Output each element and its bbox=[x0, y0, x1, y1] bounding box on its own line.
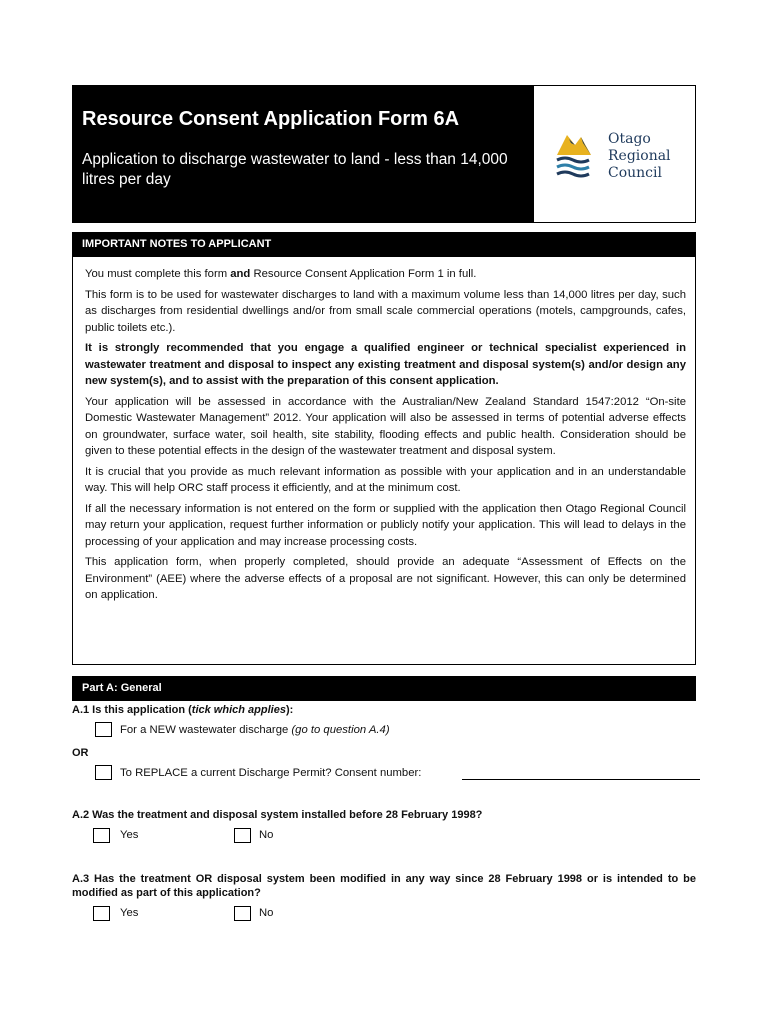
a3-yes-label: Yes bbox=[120, 907, 139, 919]
notes-heading: IMPORTANT NOTES TO APPLICANT bbox=[72, 232, 696, 257]
question-a1-end: ): bbox=[285, 704, 294, 716]
form-subtitle: Application to discharge wastewater to land - less than 14,000 litres per day bbox=[82, 151, 508, 188]
notes-paragraph-4: Your application will be assessed in accordance with the Australian/New Zealand Standard 1547:2012 “On-site Domestic Wastewater Management” 2012. Your application will also be assessed in terms of potential adverse effects on groundwater, surface water, soil health, site stability, flooding effects and public health. Consideration should be given to these potential effects in the design of the wastewater treatment and disposal system. bbox=[85, 395, 686, 457]
notes-box bbox=[72, 257, 696, 665]
a2-no-checkbox[interactable] bbox=[234, 828, 251, 843]
notes-paragraph-1 bbox=[85, 266, 686, 283]
notes-p1-end: Resource Consent Application Form 1 in full. bbox=[250, 268, 477, 280]
notes-paragraph-7: This application form, when properly completed, should provide an adequate “Assessment of Effects on the Environment” (AEE) where the adverse effects of a proposal are not significant. However, this can only be determined on application. bbox=[85, 556, 686, 601]
a1-replace-label: To REPLACE a current Discharge Permit? Consent number: bbox=[120, 767, 422, 779]
mountain-waves-icon bbox=[555, 129, 605, 179]
a2-no-label: No bbox=[259, 829, 274, 841]
a1-new-label bbox=[120, 724, 390, 736]
a1-new-text: For a NEW wastewater discharge bbox=[120, 724, 292, 736]
orc-logo bbox=[535, 86, 695, 222]
a2-yes-checkbox[interactable] bbox=[93, 828, 110, 843]
question-a1-start: A.1 Is this application ( bbox=[72, 704, 192, 716]
notes-p1-start: You must complete this form bbox=[85, 268, 231, 280]
a2-yes-label: Yes bbox=[120, 829, 139, 841]
notes-paragraph-6: If all the necessary information is not entered on the form or supplied with the application then Otago Regional Council may return your application, request further information or publicly notify your application. This will lead to delays in the processing of your application and may increase processing costs. bbox=[85, 502, 686, 548]
notes-paragraph-2: This form is to be used for wastewater discharges to land with a maximum volume less than 14,000 litres per day, such as discharges from residential dwellings and/or from small scale commercial operations (motels, campgrounds, cafes, public toilets etc.). bbox=[85, 288, 686, 334]
or-label: OR bbox=[72, 747, 89, 759]
consent-number-field[interactable] bbox=[462, 779, 700, 780]
notes-p1-bold: and bbox=[230, 268, 251, 280]
question-a1 bbox=[72, 703, 293, 717]
form-title: Resource Consent Application Form 6A bbox=[82, 108, 460, 130]
notes-paragraph-3: It is strongly recommended that you engage a qualified engineer or technical specialist experienced in wastewater treatment and disposal to inspect any existing treatment and disposal system(s) and/or design any new system(s), and to assist with the preparation of this consent application. bbox=[85, 342, 686, 387]
logo-text-line2: Regional bbox=[608, 148, 671, 164]
logo-text-line1: Otago bbox=[608, 131, 651, 147]
notes-paragraph-5: It is crucial that you provide as much relevant information as possible with your application and in an understandable way. This will help ORC staff process it efficiently, and at the minimum cost. bbox=[85, 465, 686, 494]
question-a1-hint: tick which applies bbox=[191, 704, 286, 716]
a3-no-checkbox[interactable] bbox=[234, 906, 251, 921]
a3-no-label: No bbox=[259, 907, 274, 919]
a1-new-checkbox[interactable] bbox=[95, 722, 112, 737]
question-a3: A.3 Has the treatment OR disposal system been modified in any way since 28 February 1998 or is intended to be modified as part of this application? bbox=[72, 873, 696, 899]
question-a2: A.2 Was the treatment and disposal system installed before 28 February 1998? bbox=[72, 809, 483, 821]
a1-replace-checkbox[interactable] bbox=[95, 765, 112, 780]
notes-content bbox=[85, 266, 686, 608]
title-banner bbox=[73, 86, 534, 222]
logo-text-line3: Council bbox=[608, 165, 662, 181]
a1-new-note: (go to question A.4) bbox=[291, 724, 390, 736]
part-a-heading: Part A: General bbox=[72, 676, 696, 701]
a3-yes-checkbox[interactable] bbox=[93, 906, 110, 921]
form-header bbox=[72, 85, 696, 223]
